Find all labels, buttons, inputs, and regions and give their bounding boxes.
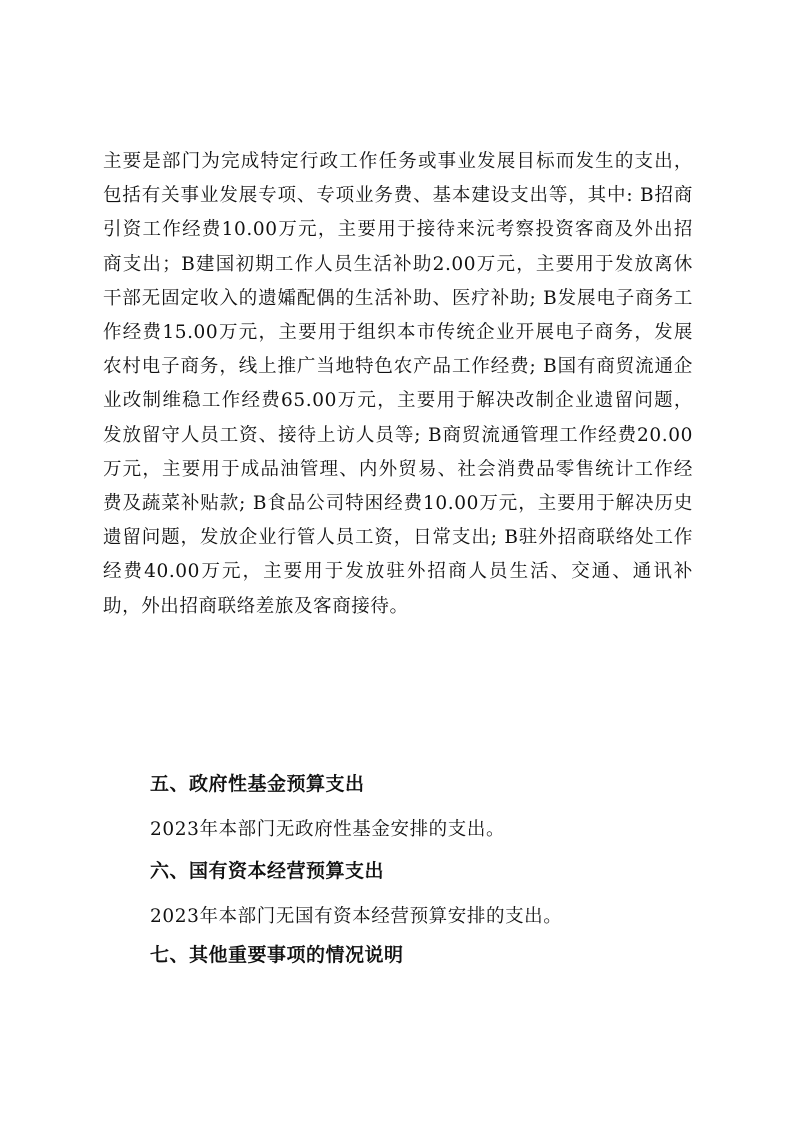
section-heading-state-capital: 六、国有资本经营预算支出 [150,860,385,882]
section-text-state-capital: 2023年本部门无国有资本经营预算安排的支出。 [150,906,563,927]
section-heading-other-matters: 七、其他重要事项的情况说明 [150,944,404,966]
section-text-government-fund: 2023年本部门无政府性基金安排的支出。 [150,819,506,840]
body-paragraph: 主要是部门为完成特定行政工作任务或事业发展目标而发生的支出，包括有关事业发展专项、专项业务费、基本建设支出等，其中: B招商引资工作经费10.00万元，主要用于接待来沅考察投资客商及外出招商支出；B建国初期工作人员生活补助2.00万元，主要用于发放离休干部无固定收入的遗孀配偶的生活补助、医疗补助; B发展电子商务工作经费15.00万元，主要用于组织本市传统企业开展电子商务，发展农村电子商务，线上推广当地特色农产品工作经费; B国有商贸流通企业改制维稳工作经费65.00万元，主要用于解决改制企业遗留问题，发放留守人员工资、接待上访人员等; B商贸流通管理工作经费20.00万元，主要用于成品油管理、内外贸易、社会消费品零售统计工作经费及蔬菜补贴款; B食品公司特困经费10.00万元，主要用于解决历史遗留问题，发放企业行管人员工资，日常支出; B驻外招商联络处工作经费40.00万元，主要用于发放驻外招商人员生活、交通、通讯补助，外出招商联络差旅及客商接待。 [103,151,693,617]
section-heading-government-fund: 五、政府性基金预算支出 [150,773,365,795]
